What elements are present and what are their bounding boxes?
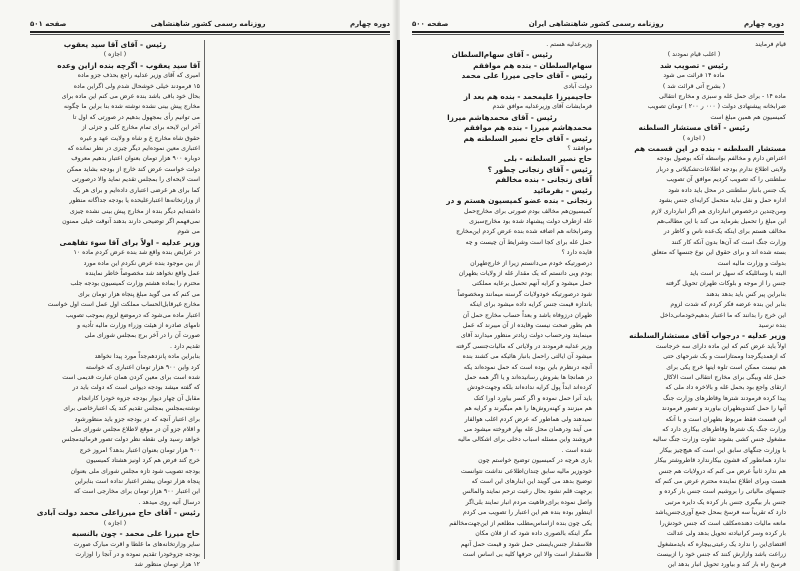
right-header-rule	[412, 31, 784, 33]
text-line: ( بشرح آتی قرائت شد )	[662, 82, 726, 90]
text-line: با وزارت جنگهای سابق این است که هیچ‌چیز بیکار	[660, 446, 786, 454]
text-line: کمیسیون‌هم مخالف بودم صورتی برای مخارج‌حمل	[463, 207, 592, 215]
speaker-line: حاجیمیرزا علیمحمد - بنده هم بعد از	[463, 92, 592, 102]
left-page-number: صفحه ۵۰۱	[30, 20, 67, 28]
left-page-column-right	[210, 40, 388, 560]
speaker-line: وزیر عدلیه - اولاً برای آقا سوء تفاهمی	[59, 237, 200, 247]
right-page-column-right	[602, 40, 786, 569]
text-line: بار کرده وسر کرانیادته تحویل بدهد ولی عدالت	[666, 530, 786, 538]
speaker-line: رئیس - آقای محمدهاشم میرزا	[447, 112, 557, 122]
text-line: این قسمت فقط مربوط بطهران است و با آنکه	[665, 415, 786, 423]
text-line: دولت آبادی	[563, 82, 592, 90]
text-line: دارد که تقریباً سه فرسخ بمحل جمع آوری‌جنس‌باشد	[655, 509, 786, 517]
text-line: کرد واین ۹۰۰ هزار تومان اعتباری که خواسته	[85, 363, 200, 371]
text-line: پنجاه هزار تومان بیشتر اعتبار نداده است بنابراین	[74, 478, 200, 486]
text-line: پیدا کرده فرمودند شترها وقاطرهای وزارت جنگ	[663, 394, 786, 402]
text-line: ۹۰۰ هزار تومان بعنوان اعتبار بدهد؟ امروز خرج	[79, 446, 200, 454]
text-line: اعتراض دارم و مخالفم بواسطه آنکه بوصول بودجه	[656, 155, 786, 163]
text-line: وزارت جنگ است که آن‌ها بدون آنکه کار کنند	[671, 238, 786, 246]
text-line: غله ازطرف دولت پیشنهاد شده بود مخارج‌سبزی	[469, 217, 592, 225]
speaker-line: رئیس - تصویب شد	[659, 60, 729, 70]
text-line: مخارج غیرقابل‌الحساب مملکت اول عمل است اول خواست	[47, 301, 200, 309]
text-line: شده است .	[561, 446, 592, 454]
text-line: باری هرچه در کمیسیون توضیح خواستم چون	[478, 457, 592, 465]
text-line: کرده‌اند ابداً پول کرایه نداده‌اند بلکه وجهت‌خودش	[467, 384, 592, 392]
text-line: زراعت باشد وازارش کنند که جنس خود را ازبیست	[656, 550, 786, 558]
text-line: مخارج پیش بینی نشده نوشته شده بنا براین ما چگونه	[63, 103, 200, 111]
text-line: سایر وزارتخانه‌های ما غلطا و اقرت مبارک صورت	[73, 540, 200, 548]
text-line: و اقلام جزو آن در موقع لاطلاع مجلس شورای ملی	[70, 426, 200, 434]
text-line: هم ندارد ثانیاً عرض می کنم که درولایات هم جنس	[658, 467, 786, 475]
text-line: جنس بار بیگیری جنس بار کرده یک دایره مرتبی	[664, 498, 786, 506]
text-line: آنچه درنظرم باین بوده است که حمل نموده‌اند یکه	[463, 363, 592, 371]
text-line: مینمایند ودرحساب دولت زیادتر منظور میدارند آقای	[460, 332, 592, 340]
text-line: اعتباری معین نموده‌ایم دیگر چیزی در نظر نمانده که	[67, 145, 200, 153]
text-line: حمل غله برای کجا است وشرایط آن چیست و چه	[465, 238, 592, 246]
text-line: واصل نموده برای‌رفاهیت مردم انبار نمایند بلی‌اگر	[465, 498, 592, 506]
left-period-label: دوره چهارم	[350, 20, 390, 28]
text-line: دولت خواست عرض کند خارج از بودجه بشاید ممکن	[66, 165, 200, 173]
text-line: موافقند ؟	[567, 145, 592, 153]
text-line: فروشند واین مسئله اسباب دخلی برای اشکالی مالیه	[457, 436, 592, 444]
text-line: عمل واقع نخواهد شد مخصوصاً خاطر نماینده	[85, 269, 200, 277]
text-line: ۱۵ فرمودند خیلی خوشحال شدم ولی اگراین ماده	[73, 82, 200, 90]
text-line: برای اعتبار آنچه که در بودجه جزو باید منظورشود	[74, 415, 200, 423]
text-line: از وزارتخانه‌ها اعتبارعلیحده یا بودجه جداگانه منظور	[69, 197, 200, 205]
speaker-line: رئیس - بفرمائید	[533, 185, 592, 195]
text-line: در همانجا ها بفروش رسانیده‌اند و یا اگر همه حمل	[464, 374, 592, 381]
text-line: خواهد رسید ولی نقطه نظر دولت تصور فرمائیدمجلس	[61, 436, 200, 444]
speaker-line: محمدهاشم میرزا - بنده هم موافقم	[463, 123, 592, 133]
text-line: درصورتیکه خودم می‌دانستم زیرا از خارج‌طهران	[470, 259, 592, 267]
text-line: نوشته‌بمجلس بمجلس تقدیم کند یک اعتبارخاصی برای	[63, 405, 200, 413]
text-line: مخالف هستم برای اینکه یک‌عده ناس و کاظر در	[663, 228, 786, 236]
text-line: هم بطور صحت نیست وفایده از آن میبرند که عمل	[462, 321, 592, 329]
text-line: فرمایشات آقای وزیرعدلیه موافق شدم	[492, 103, 592, 111]
right-gazette-title: روزنامه رسمی کشور شاهنشاهی ایران	[528, 20, 664, 28]
text-line: هست وبرای اطلاع نماینده محترم عرض می کنم که	[654, 478, 786, 486]
speaker-line: رئیس - آقای حاج میرزاعلی محمد دولت آبادی	[36, 508, 200, 518]
left-page-column-left	[30, 40, 200, 569]
left-page-column-divider	[204, 40, 205, 559]
text-line: وضرابخانه هم اضافه شده بنده عرض کردم این‌مخارج	[456, 228, 592, 236]
speaker-line: رئیس - آقای زنجانی چطور ؟	[487, 164, 592, 174]
text-line: مگر اینکه بالصوری داده شود که از فلان مکان	[475, 530, 592, 538]
text-line: طهران درزوفاه باشد و بعداً حساب مخارج حمل آن	[462, 311, 592, 319]
text-line: باید آنرا حمل نموده و اگر کسر بیاورد اورا کتک	[473, 394, 592, 402]
text-line: ( اجازه )	[682, 134, 706, 142]
text-line: می شوم	[177, 228, 200, 236]
left-header-rule-thin	[30, 34, 390, 35]
text-line: حمل میشود و کرایه آنهم تحمیل برعایه مملکتی	[471, 280, 592, 288]
left-header-rule	[30, 31, 390, 33]
speaker-line: وزیر عدلیه - درجواب آقای مستشارالسلطنه	[629, 331, 786, 341]
text-line: بحال خود باقی باشد بنده عرض می کنم این ماده برای	[61, 93, 200, 101]
text-line: ماده ۱۴ قرائت می شود	[663, 72, 725, 80]
right-page	[400, 0, 800, 571]
text-line: بودم وبی دانستم که یک مقدار غله از ولایات بطهران	[458, 269, 592, 277]
speaker-line: رئیس - آقای حاجی میرزا علی محمد	[461, 71, 592, 81]
text-line: از بین موجود بنده عرض نکردم این ماده مورد	[83, 259, 200, 267]
text-line: هم میزنند و کهنه‌روش‌ها را هم میگیرند و کرایه هم	[464, 405, 592, 413]
text-line: جنس را از موجه و بلوکات طهران تحویل گرفته	[665, 280, 786, 288]
text-line: میشود آن ایالتی راحمل بانبار هائیکه می کشند بنده	[462, 353, 592, 361]
text-line: ارتقای واجع بود بحمل غله و بالاخره داد ملی که	[665, 384, 786, 392]
text-line: کما برای هر غرضی اعتباری داده‌ایم و برای هر یک	[72, 186, 200, 194]
text-line: این مبلغ را تحمیل بفرماید می کند با این مطالب‌هم	[656, 217, 786, 225]
text-line: حقوق شاه مخارج ع و شاه و ولایت عهد و غیره	[80, 134, 200, 142]
right-page-number: صفحه ۵۰۰	[412, 20, 449, 28]
text-line: البته با وسائلیکه که سهل تر است باید	[689, 269, 786, 277]
text-line: فلاسقدار جنس‌بایستی حمل شود و قیمت حمل آنهم	[460, 540, 592, 548]
text-line: نمیدهند ولی هماطور که عرض کردم اغلب هوالفار	[464, 415, 592, 423]
text-line: می آیند ودرهمان محل غله بهار فروخته میشود می	[463, 426, 592, 434]
text-line: صورت آن را در آخر برج بمجلس شورای ملی	[84, 332, 200, 340]
text-line: وزیرعدلیه هستم .	[546, 41, 592, 48]
text-line: مقابل آن چهار دیوار بودجه جزوه خودرا کارانجام	[77, 394, 200, 402]
text-line: بنابراین پیر کس باید بدهد بدهند	[706, 290, 786, 298]
text-line: آنها را حمل کنندوبطهران بیاورند و تصور فرمودند	[661, 405, 786, 413]
text-line: که ازهمدیگرجدا وممتازاست و یک شرحهای حتی	[663, 353, 786, 361]
right-period-label: دوره چهارم	[744, 20, 784, 28]
text-line: وزیر عدلیه فرمودند در ولایاتی که مالیات‌جنسی گرفته	[455, 342, 592, 350]
text-line: برجهت قلم نشود بحال رعیت ترحم نمایند والمالس	[462, 488, 592, 496]
text-line: ( اجازه )	[103, 51, 127, 59]
speaker-line: رئیس - آقای سهام‌السلطان	[451, 50, 553, 60]
text-line: بسته شده اند و برای حقوق این نوع جنسها که متعلق	[651, 249, 786, 257]
text-line: باندازه قیمت جنس کرایه داده میشود برای اینکه	[469, 301, 592, 309]
text-line: که گفته میشد بودجه دیوانی است که دولت باید در	[72, 384, 200, 392]
speaker-line: حاج نصیر السلطنه - بلی	[503, 154, 592, 164]
text-line: خرج کند فرض هم کرد اونیز هشتاد کمیسیون	[86, 457, 200, 465]
speaker-line: سهام‌السلطان - بنده هم موافقم	[473, 60, 592, 70]
text-line: ضرابخانه پیشنهادی دولت ( ۰۰۰ ر ۲۰۰ ) تومان تصویب	[647, 103, 786, 111]
text-line: اداره حمل و نقل نباید متحمل کرایه‌ای جنس بشود	[658, 197, 786, 205]
text-line: اعتبار ماده می‌شود که درموضع لزوم بموجب تصویب	[65, 311, 200, 319]
text-line: فرسخ راه بار کند و بیاورد تحویل انبار بدهد این	[667, 561, 786, 569]
right-page-column-divider	[597, 40, 598, 559]
text-line: ومن‌چندین درخصوص انبارداری هم اگر انبارداری لازم	[651, 207, 786, 215]
text-line: ولایتی اطلاع ندارم بودجه اطلاعات‌تشکیلاتی و دربار	[656, 165, 786, 173]
speaker-line: زنجانی - بنده عضو کمیسیون هستم و در	[446, 196, 592, 206]
text-line: این خرج را بدانند که ما اعتبار بدهیم‌خودمانی‌داخل	[660, 311, 786, 319]
speaker-line: آقا سید یعقوب - اگرچه بنده ازاین وعده	[57, 60, 200, 70]
left-gazette-title: روزنامه رسمی کشور شاهنشاهی	[150, 20, 266, 28]
text-line: اینطور بوده بنده هم این اعتبار را تصویب می کردم	[462, 509, 592, 517]
text-line: توضیح بدهد می گویند این ابنارهای این است که	[471, 478, 592, 486]
text-line: مشغول جنس کشی بشوند تفاوت وزارت جنگ سالیه	[652, 436, 786, 444]
right-page-column-left	[412, 40, 592, 560]
text-line: می توانیم رأی بمجهول بدهیم در صورتی که اول تا	[72, 113, 200, 121]
text-line: امیری که آقای وزیر عدلیه راجع بحذف جزو ماده	[77, 72, 200, 80]
speaker-line: آقای زنجانی - بنده مخالفم	[495, 175, 592, 185]
text-line: بودجه تصویب شود تازه مجلس شورای ملی بعنوان	[70, 467, 200, 475]
text-line: درسال آتیه روی میدهد .	[138, 498, 200, 506]
text-line: بنده نرسید	[758, 321, 786, 329]
text-line: نامهای صادره از هیئت وزراء وزارت مالیه تأدیه و	[77, 321, 200, 329]
text-line: ( اغلب قیام نمودند )	[667, 51, 721, 59]
left-page-header	[30, 18, 390, 30]
text-line: اقتضای‌این را ندارد یک رعیتی‌بیچاره که بایدمشغول	[657, 540, 786, 548]
text-line: شود درصورتیکه خودولایات گرسنه میمانند ومخصوصاً	[457, 290, 592, 298]
speaker-line: حاج میرزا علی محمد - چون بالنسبه	[71, 529, 200, 539]
text-line: حمل غله وبیگی برای مخارج انتقالی است الاکال	[663, 374, 786, 381]
text-line: نمی‌فهمم اگر توضیحی دارند بدهند آنوقت خیلی ممنون	[62, 217, 200, 225]
text-line: این اعتبار ۹۰۰ هزار تومان برای مخارجی است که	[73, 488, 200, 496]
text-line: سلطنتی را که تصویب کردیم موافق آن تصویب	[666, 176, 786, 184]
text-line: شده است برای معین کردن همان عبارت قدیمی است	[62, 374, 200, 381]
text-line: ( اجازه )	[103, 519, 127, 527]
text-line: ماده ۱۴ - برای حمل غله و سبزی و مخارج انتقالی	[659, 93, 786, 101]
text-line: یکی چون بنده ازاساس‌مطلب مطلعم از این‌جهت‌مخالفم	[449, 519, 592, 527]
text-line: آخر این لایحه برای تمام مخارج کلی و جزئی از	[81, 124, 200, 132]
text-line: بودجه جزوخودرا تقدیم نموده و در آنجا را اوزارت	[75, 550, 200, 558]
text-line: دوباره ۹۰۰ هزار تومان بعنوان اعتبار بدهیم معروف	[71, 155, 200, 163]
text-line: داشته‌ایم دیگر بنده از مخارج پیش بینی نشده چیزی	[69, 207, 200, 215]
text-line: ندارد همانطور که قشون بیکارندارد قاطروشتر بیکار	[654, 457, 786, 465]
speaker-line: رئیس - آقای آقا سید یعقوب	[63, 40, 167, 49]
text-line: تقدیم دارد .	[169, 342, 200, 350]
speaker-line: رئیس - آقای مستشار السلطنه	[638, 123, 750, 133]
text-line: بدولت و وزارت مالیه است	[717, 259, 786, 267]
text-line: می کنم که می گوید مبلغ پنجاه هزار تومان برای	[78, 290, 200, 298]
text-line: است لایحه‌ای را بمجلس تقدیم نماید والا درصورتی	[71, 176, 200, 184]
text-line: جنسهای مالیاتی را بروشیم است جنس بار کرده و	[659, 488, 786, 496]
text-line: خودوزیر مالیه سابق چندان‌اطلاعی نداشت نتوانست	[460, 467, 592, 475]
text-line: ۱۲ هزار تومان منظور شد	[134, 561, 200, 569]
text-line: محترم را بماده هشتم وزارت کمیسیون بودجه جلب	[70, 280, 200, 288]
text-line: بنابر این بنده عرضه فکر کردم که شدت لزوم	[670, 301, 786, 309]
text-line: اولاً باید عرض کنم که این ماده دارای سه خرجاست	[655, 342, 786, 350]
text-line: وزارت جنگ یک شترها وقاطرهای بیکاری دارد که	[662, 426, 786, 434]
right-page-header	[412, 18, 784, 30]
text-line: یک جنس بانبار سلطنتی در محل باید داده شود	[668, 186, 786, 194]
speaker-line: مستشار السلطنه - بنده در این قسمت هم	[634, 144, 786, 154]
text-line: مانعه مالیات دهنده‌مکلف است که جنس خودش‌را	[659, 519, 786, 527]
text-line: در عرایض بنده واقع شد بنده عرض کردم ماده ۱۰	[73, 249, 200, 257]
text-line: هم نیست ممکن است تلوه اینها خرج یکی برای	[666, 363, 786, 371]
right-header-rule-thin	[412, 34, 784, 35]
text-line: قیام فرمایند	[755, 41, 786, 48]
speaker-line: رئیس - آقای حاج نصیر السلطنه هم	[463, 133, 592, 143]
text-line: فایده دارد ؟	[561, 249, 592, 257]
text-line: بنابراین ماده پانزدهم‌جداً مورد پیدا نخواهد	[94, 353, 200, 361]
text-line: کمیسیون هم همین مبلغ است	[710, 113, 786, 121]
text-line: فلاسقدار است والا این حرفها کلیه بی اساس است	[462, 550, 592, 558]
